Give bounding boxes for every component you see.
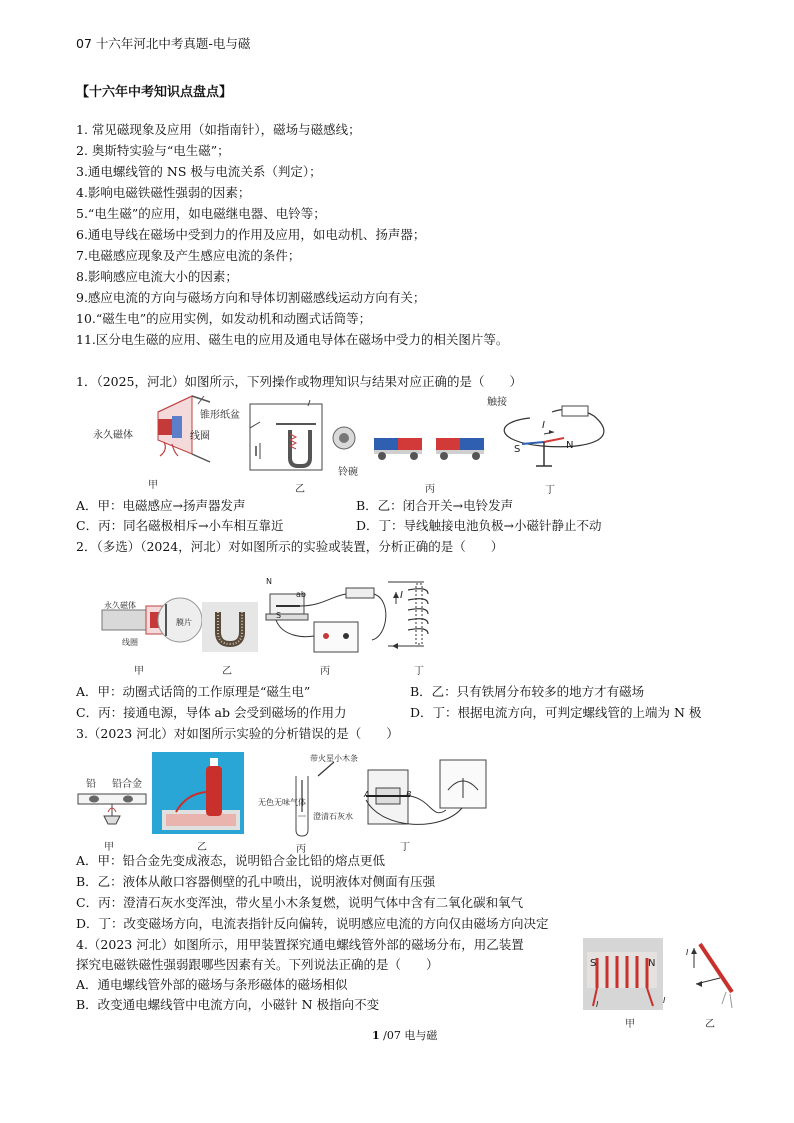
knowledge-point: 5.“电生磁”的应用，如电磁继电器、电铃等； <box>76 206 326 221</box>
label-q2-jia: 甲 <box>134 666 144 677</box>
label-permanent-magnet-2: 永久磁体 <box>104 601 136 610</box>
page-number: 1 <box>372 1029 380 1042</box>
page-footer <box>372 1030 437 1041</box>
knowledge-point: 4.影响电磁铁磁性强弱的因素； <box>76 185 251 200</box>
page-suffix: /07 电与磁 <box>379 1029 438 1042</box>
melting-point-diagram <box>78 788 148 834</box>
induction-diagram <box>362 760 490 834</box>
q2-stem: 2．（多选）（2024，河北）对如图所示的实验或装置，分析正确的是（ ） <box>76 539 504 554</box>
label-q4-s: S <box>590 958 597 969</box>
label-diaphragm: 膜片 <box>176 618 192 627</box>
label-q4-current-yi: I <box>686 948 689 957</box>
q1-stem: 1．（2025，河北）如图所示，下列操作或物理知识与结果对应正确的是（ ） <box>76 374 523 389</box>
speaker-diagram <box>140 392 230 472</box>
label-contact: 触接 <box>487 397 507 408</box>
q1-option-b: B．乙：闭合开关→电铃发声 <box>356 498 514 513</box>
label-alloy: 铅合金 <box>112 779 142 790</box>
knowledge-point: 11.区分电生磁的应用、磁生电的应用及通电导体在磁场中受力的相关图片等。 <box>76 332 509 347</box>
label-bell: 铃碗 <box>338 467 358 478</box>
knowledge-point: 7.电磁感应现象及产生感应电流的条件； <box>76 248 301 263</box>
label-current-2: I <box>400 590 403 601</box>
knowledge-point: 9.感应电流的方向与磁场方向和导体切割磁感线运动方向有关； <box>76 290 426 305</box>
u-magnet-filings-photo <box>202 602 258 652</box>
label-s: S <box>514 444 521 455</box>
label-jia: 甲 <box>148 480 158 491</box>
label-ab: ab <box>296 590 306 599</box>
label-current: I <box>542 420 545 431</box>
label-q3-jia: 甲 <box>104 842 114 853</box>
q1-option-c: C．丙：同名磁极相斥→小车相互靠近 <box>76 518 284 533</box>
oersted-diagram <box>502 394 614 474</box>
label-q4-current-right: I <box>663 996 666 1005</box>
label-q4-yi: 乙 <box>705 1019 715 1030</box>
knowledge-point: 10.“磁生电”的应用实例，如发动机和动圈式话筒等； <box>76 311 372 326</box>
knowledge-point: 8.影响感应电流大小的因素； <box>76 269 238 284</box>
label-q2-bing: 丙 <box>320 666 330 677</box>
q3-option-c: C．丙：澄清石灰水变浑浊，带火星小木条复燃，说明气体中含有二氧化碳和氧气 <box>76 895 524 910</box>
knowledge-point: 6.通电导线在磁场中受到力的作用及应用，如电动机、扬声器； <box>76 227 426 242</box>
label-b-point: B <box>406 790 412 799</box>
q3-option-d: D．丁：改变磁场方向，电流表指针反向偏转，说明感应电流的方向仅由磁场方向决定 <box>76 916 549 931</box>
label-q4-current-left: I <box>596 1000 599 1009</box>
knowledge-point: 3.通电螺线管的 NS 极与电流关系（判定）； <box>76 164 322 179</box>
label-q2-yi: 乙 <box>222 666 232 677</box>
label-q3-bing: 丙 <box>296 844 306 855</box>
knowledge-point: 2. 奥斯特实验与“电生磁”； <box>76 143 230 158</box>
q3-option-b: B．乙：液体从敞口容器侧壁的孔中喷出，说明液体对侧面有压强 <box>76 874 436 889</box>
label-ding: 丁 <box>545 485 555 496</box>
label-s-2: S <box>276 611 282 620</box>
section-title: 【十六年中考知识点盘点】 <box>76 85 233 100</box>
label-q3-ding: 丁 <box>400 842 410 853</box>
q1-option-d: D．丁：导线触接电池负极→小磁针静止不动 <box>356 518 602 533</box>
q2-option-c: C．丙：接通电源，导体 ab 会受到磁场的作用力 <box>76 705 347 720</box>
label-a-point: A <box>364 790 370 799</box>
label-coil: 线圈 <box>190 431 210 442</box>
q2-option-d: D．丁：根据电流方向，可判定螺线管的上端为 N 极 <box>410 705 702 720</box>
label-cone: 锥形纸盆 <box>200 410 240 421</box>
q1-option-a: A．甲：电磁感应→扬声器发声 <box>76 498 246 513</box>
label-lead: 铅 <box>86 779 96 790</box>
label-gas: 无色无味气体 <box>258 798 306 807</box>
q4-stem-line1: 4.（2023 河北）如图所示，用甲装置探究通电螺线管外部的磁场分布，用乙装置 <box>76 937 524 952</box>
label-bing: 丙 <box>425 484 435 495</box>
electromagnet-diagram <box>686 938 746 1014</box>
label-q3-yi: 乙 <box>197 842 207 853</box>
label-splint: 带火星小木条 <box>310 754 358 763</box>
magnet-carts-diagram <box>372 434 492 464</box>
label-yi: 乙 <box>295 484 305 495</box>
q3-stem: 3.（2023 河北）对如图所示实验的分析错误的是（ ） <box>76 726 399 741</box>
label-q2-ding: 丁 <box>414 666 424 677</box>
motor-principle-diagram <box>262 576 392 662</box>
label-n-2: N <box>266 577 272 586</box>
q3-option-a: A．甲：铅合金先变成液态，说明铅合金比铅的熔点更低 <box>76 853 386 868</box>
label-q4-n: N <box>648 958 656 969</box>
label-q4-jia: 甲 <box>625 1019 635 1030</box>
page-header-title: 07 十六年河北中考真题-电与磁 <box>76 36 251 51</box>
q2-option-b: B．乙：只有铁屑分布较多的地方才有磁场 <box>410 684 645 699</box>
solenoid-photo <box>583 938 666 1010</box>
water-jet-photo <box>152 752 244 834</box>
label-n: N <box>566 440 574 451</box>
q4-option-a: A．通电螺线管外部的磁场与条形磁体的磁场相似 <box>76 977 348 992</box>
q4-option-b: B．改变通电螺线管中电流方向，小磁针 N 极指向不变 <box>76 997 380 1012</box>
label-coil-2: 线圈 <box>122 638 138 647</box>
label-permanent-magnet: 永久磁体 <box>93 430 133 441</box>
q2-option-a: A．甲：动圈式话筒的工作原理是“磁生电” <box>76 684 311 699</box>
solenoid-diagram <box>388 578 448 658</box>
knowledge-point: 1. 常见磁现象及应用（如指南针），磁场与磁感线； <box>76 122 361 137</box>
q4-stem-line2: 探究电磁铁磁性强弱跟哪些因素有关。下列说法正确的是（ ） <box>76 957 439 972</box>
label-limewater: 澄清石灰水 <box>313 812 353 821</box>
